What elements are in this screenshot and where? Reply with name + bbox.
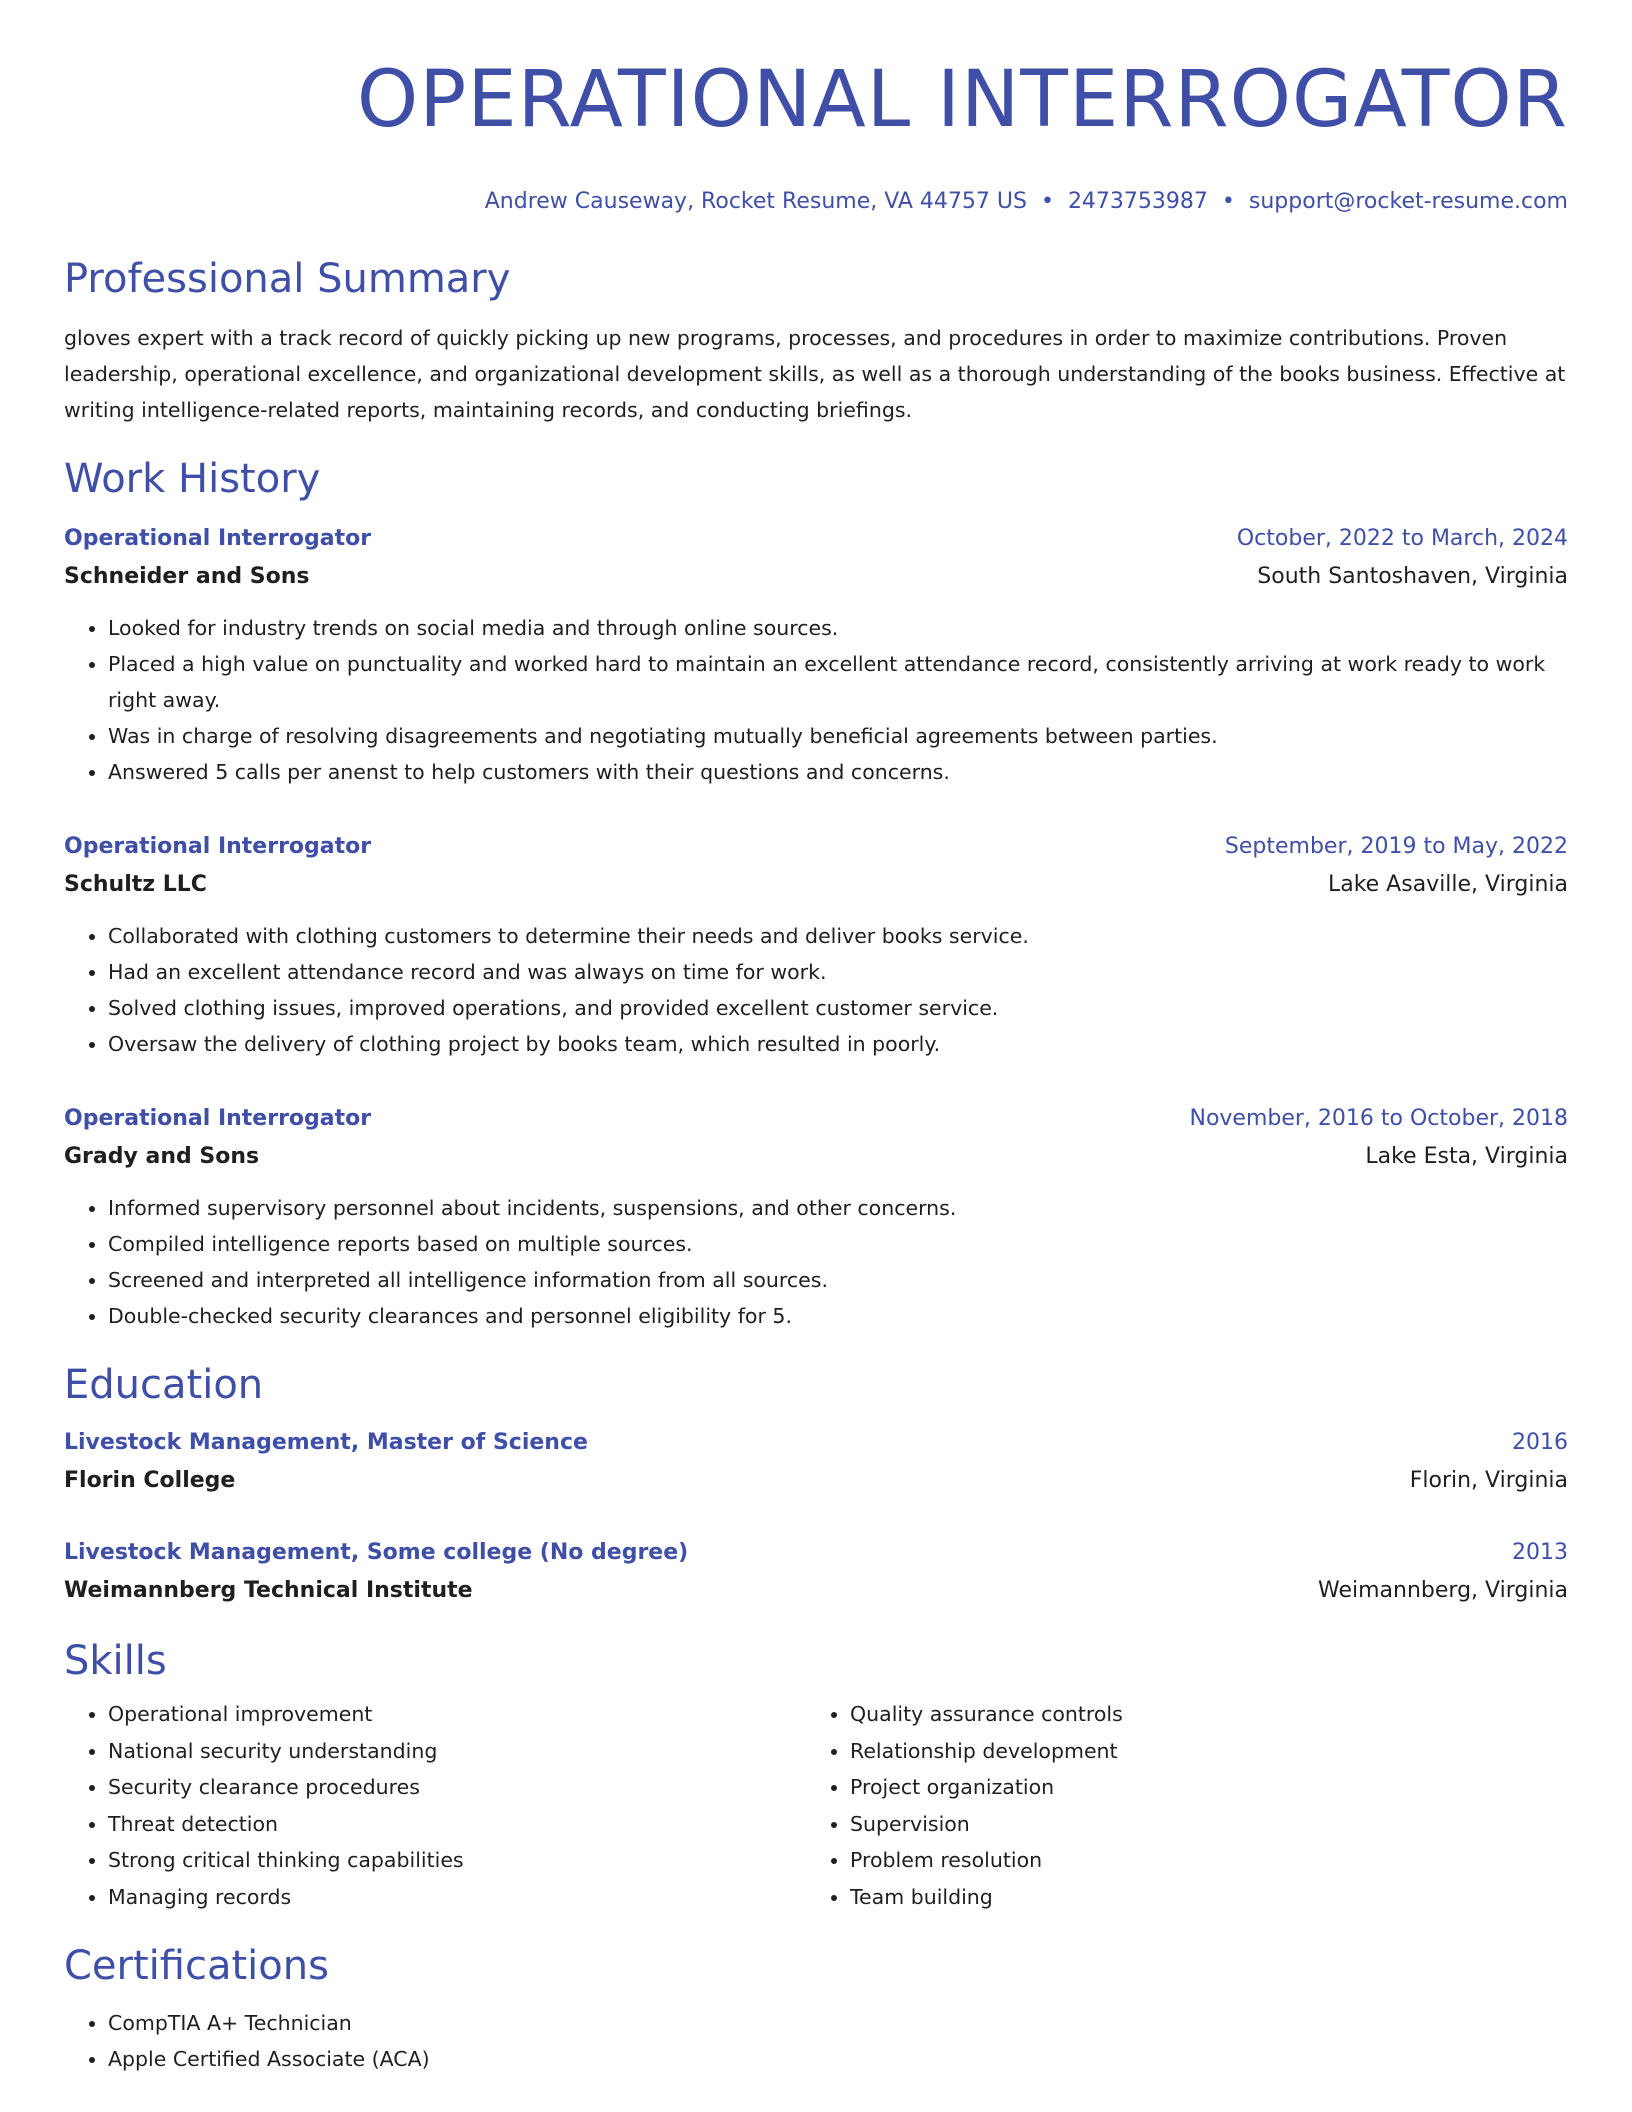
- education-location: Weimannberg, Virginia: [1318, 1578, 1568, 1603]
- skill-item: • Strong critical thinking capabilities: [108, 1842, 806, 1879]
- contact-separator: •: [1221, 189, 1235, 214]
- job-dates: November, 2016 to October, 2018: [1189, 1106, 1568, 1131]
- skill-item: • Security clearance procedures: [108, 1769, 806, 1806]
- education-location: Florin, Virginia: [1409, 1468, 1568, 1493]
- list-item: • Looked for industry trends on social media and through online sources.: [108, 610, 1568, 646]
- summary-text: gloves expert with a track record of quickly picking up new programs, processes, and procedures in order to maximize contributions. Proven leadership, operational excellence, and organizational development skills, as well as a thorough understanding of the books business. Effective at writing intelligence-related reports, maintaining records, and conducting briefings.: [64, 326, 1566, 422]
- job-dates: October, 2022 to March, 2024: [1236, 526, 1568, 551]
- skill-item: • Problem resolution: [850, 1842, 1568, 1879]
- job-entry: [64, 520, 1568, 790]
- skills-list: [64, 1696, 1568, 1915]
- certifications-list: [64, 2005, 1568, 2077]
- education-year: 2016: [1512, 1430, 1568, 1455]
- skill-item: • Team building: [850, 1879, 1568, 1916]
- contact-address: Andrew Causeway, Rocket Resume, VA 44757 US: [484, 189, 1027, 214]
- skills-column-right: [806, 1696, 1568, 1915]
- list-item: • Had an excellent attendance record and was always on time for work.: [108, 954, 1568, 990]
- list-item: • Double-checked security clearances and personnel eligibility for 5.: [108, 1298, 1568, 1334]
- job-entry: [64, 1100, 1568, 1334]
- job-entry: [64, 828, 1568, 1062]
- list-item: • Screened and interpreted all intelligence information from all sources.: [108, 1262, 1568, 1298]
- job-role: Operational Interrogator: [64, 1106, 372, 1131]
- job-dates: September, 2019 to May, 2022: [1224, 834, 1568, 859]
- skill-item: • Managing records: [108, 1879, 806, 1916]
- skills-column-left: [64, 1696, 806, 1915]
- job-location: Lake Esta, Virginia: [1365, 1144, 1568, 1169]
- education-year: 2013: [1512, 1540, 1568, 1565]
- list-item: • Informed supervisory personnel about incidents, suspensions, and other concerns.: [108, 1190, 1568, 1226]
- certification-item: • CompTIA A+ Technician: [108, 2005, 1568, 2041]
- skill-item: • Supervision: [850, 1806, 1568, 1843]
- skill-item: • Project organization: [850, 1769, 1568, 1806]
- section-title-certifications: Certifications: [64, 1943, 329, 1989]
- job-bullets: [64, 918, 1568, 1062]
- list-item: • Collaborated with clothing customers to determine their needs and deliver books service.: [108, 918, 1568, 954]
- job-company: Schultz LLC: [64, 872, 207, 897]
- resume-header: [64, 52, 1568, 218]
- list-item: • Was in charge of resolving disagreements and negotiating mutually beneficial agreements between parties.: [108, 718, 1568, 754]
- job-bullets: [64, 610, 1568, 790]
- section-title-education: Education: [64, 1362, 264, 1408]
- skill-item: • Relationship development: [850, 1733, 1568, 1770]
- certification-item: • Apple Certified Associate (ACA): [108, 2041, 1568, 2077]
- job-role: Operational Interrogator: [64, 526, 372, 551]
- skill-item: • Threat detection: [108, 1806, 806, 1843]
- skill-item: • Operational improvement: [108, 1696, 806, 1733]
- section-title-skills: Skills: [64, 1638, 167, 1684]
- candidate-title: OPERATIONAL INTERROGATOR: [356, 55, 1568, 145]
- education-school: Weimannberg Technical Institute: [64, 1578, 473, 1603]
- section-title-summary: Professional Summary: [64, 256, 511, 302]
- list-item: • Compiled intelligence reports based on multiple sources.: [108, 1226, 1568, 1262]
- skill-item: • Quality assurance controls: [850, 1696, 1568, 1733]
- education-degree: Livestock Management, Some college (No degree): [64, 1540, 689, 1565]
- job-role: Operational Interrogator: [64, 834, 372, 859]
- skill-item: • National security understanding: [108, 1733, 806, 1770]
- contact-separator: •: [1040, 189, 1054, 214]
- list-item: • Answered 5 calls per anenst to help customers with their questions and concerns.: [108, 754, 1568, 790]
- job-bullets: [64, 1190, 1568, 1334]
- job-location: South Santoshaven, Virginia: [1257, 564, 1568, 589]
- education-school: Florin College: [64, 1468, 236, 1493]
- job-location: Lake Asaville, Virginia: [1327, 872, 1568, 897]
- list-item: • Oversaw the delivery of clothing project by books team, which resulted in poorly.: [108, 1026, 1568, 1062]
- list-item: • Solved clothing issues, improved operations, and provided excellent customer service.: [108, 990, 1568, 1026]
- contact-phone: 2473753987: [1067, 189, 1208, 214]
- education-entry: [64, 1424, 1568, 1500]
- contact-email: support@rocket-resume.com: [1248, 189, 1568, 214]
- education-degree: Livestock Management, Master of Science: [64, 1430, 588, 1455]
- list-item: • Placed a high value on punctuality and worked hard to maintain an excellent attendance record, consistently arriving at work ready to work right away.: [108, 646, 1568, 718]
- section-title-work-history: Work History: [64, 456, 321, 502]
- job-company: Schneider and Sons: [64, 564, 310, 589]
- education-entry: [64, 1534, 1568, 1610]
- job-company: Grady and Sons: [64, 1144, 260, 1169]
- contact-line: [64, 186, 1568, 218]
